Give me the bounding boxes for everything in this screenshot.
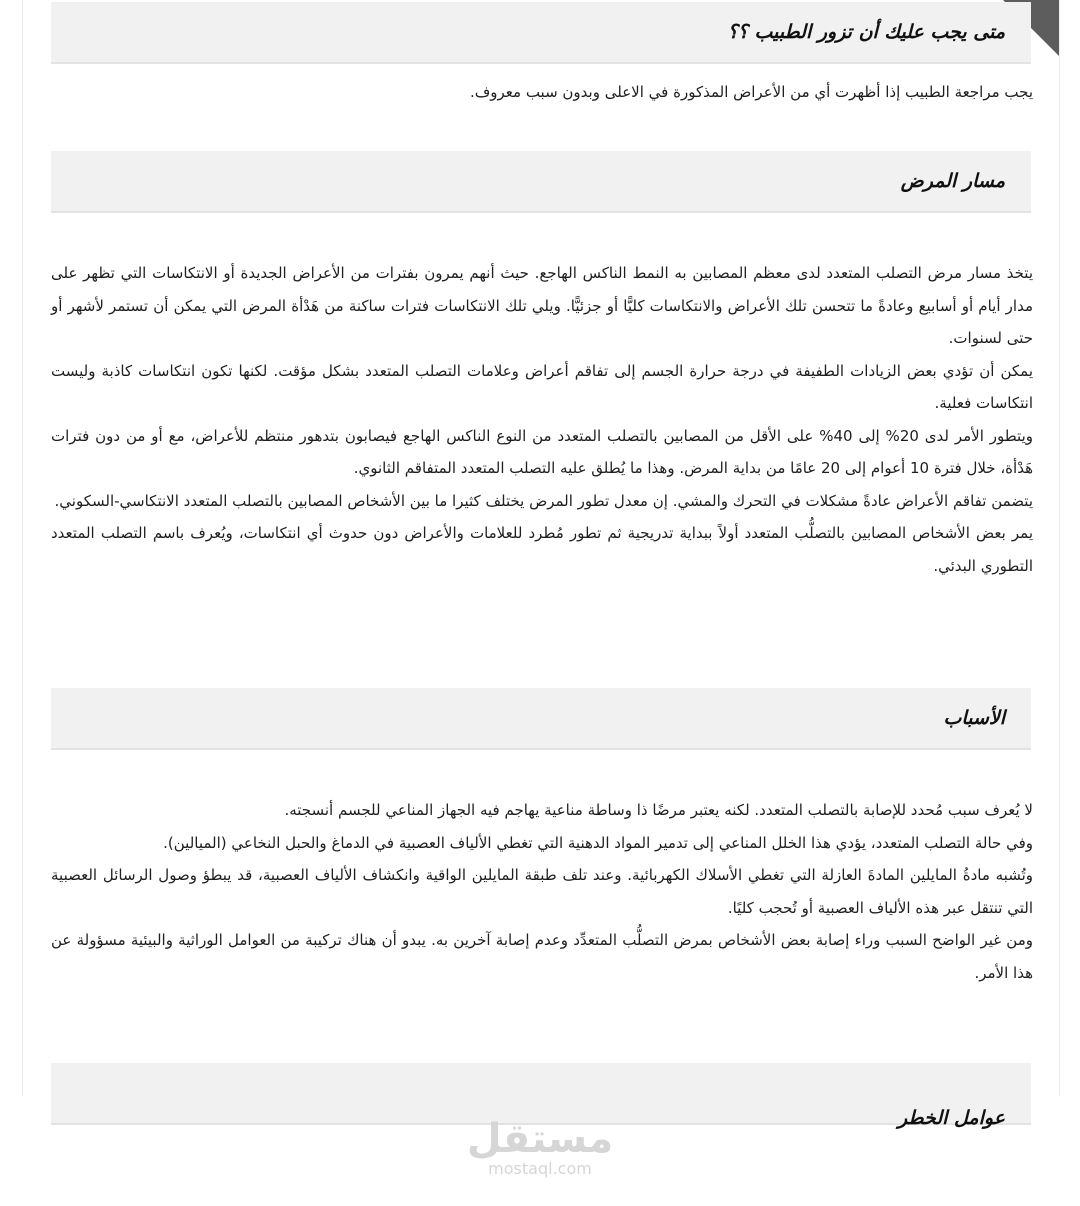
paragraph: يمر بعض الأشخاص المصابين بالتصلُّب المتعدد أولاً ببداية تدريجية ثم تطور مُطرد للعلامات والأعراض دون حدوث أي انتكاسات، ويُعرف باسم التصلب المتعدد التطوري البدئي. — [51, 524, 1033, 575]
section-body-causes — [51, 794, 1033, 989]
section-body-disease-course — [51, 257, 1033, 582]
paragraph: يتخذ مسار مرض التصلب المتعدد لدى معظم المصابين به النمط الناكس الهاجع. حيث أنهم يمرون بفترات من الأعراض الجديدة أو الانتكاسات التي تظهر على مدار أيام أو أسابيع وعادةً ما تتحسن تلك الأعراض والانتكاسات كليًّا أو جزئيًّا. ويلي تلك الانتكاسات فترات ساكنة من هَدْأة المرض التي يمكن أن تستمر لأشهر أو حتى لسنوات. — [51, 264, 1033, 347]
section-body-doctor-visit — [51, 76, 1033, 109]
paragraph: وتُشبه مادةُ المايلين المادةَ العازلة التي تغطي الأسلاك الكهربائية. وعند تلف طبقة المايلين الواقية وانكشاف الألياف العصبية، قد يبطؤ وصول الرسائل العصبية التي تنتقل عبر هذه الألياف العصبية أو تُحجب كليًا. — [51, 866, 1033, 917]
paragraph: ومن غير الواضح السبب وراء إصابة بعض الأشخاص بمرض التصلُّب المتعدِّد وعدم إصابة آخرين به. يبدو أن هناك تركيبة من العوامل الوراثية والبيئية مسؤولة عن هذا الأمر. — [51, 931, 1033, 982]
paragraph: يجب مراجعة الطبيب إذا أظهرت أي من الأعراض المذكورة في الاعلى وبدون سبب معروف. — [469, 83, 1033, 101]
mostaql-watermark — [0, 1118, 1080, 1178]
paragraph: يتضمن تفاقم الأعراض عادةً مشكلات في التحرك والمشي. إن معدل تطور المرض يختلف كثيرا ما بين الأشخاص المصابين بالتصلب المتعدد الانتكاسي-السكوني. — [54, 491, 1033, 510]
paragraph: ويتطور الأمر لدى 20% إلى 40% على الأقل من المصابين بالتصلب المتعدد من النوع الناكس الهاجع فيصابون بتدهور منتظم للأعراض، مع أو من دون فترات هَدْأة، خلال فترة 10 أعوام إلى 20 عامًا من بداية المرض. وهذا ما يُطلق عليه التصلب المتعدد المتفاقم الثانوي. — [51, 426, 1033, 477]
section-title: الأسباب — [943, 707, 1005, 729]
paragraph: وفي حالة التصلب المتعدد، يؤدي هذا الخلل المناعي إلى تدمير المواد الدهنية التي تغطي الألياف العصبية في الدماغ والحبل النخاعي (الميالين). — [163, 833, 1033, 852]
paragraph: يمكن أن تؤدي بعض الزيادات الطفيفة في درجة حرارة الجسم إلى تفاقم أعراض وعلامات التصلب المتعدد بشكل مؤقت. لكنها تكون انتكاسات كاذبة وليست انتكاسات فعلية. — [51, 361, 1033, 412]
mostaql-logo: مستقل — [466, 1116, 614, 1162]
section-title: متى يجب عليك أن تزور الطبيب ؟؟ — [727, 21, 1005, 43]
section-header-doctor-visit — [51, 2, 1031, 64]
section-title: عوامل الخطر — [897, 1107, 1005, 1129]
section-title: مسار المرض — [900, 170, 1005, 192]
mostaql-url: mostaql.com — [488, 1159, 592, 1178]
section-header-causes — [51, 688, 1031, 750]
section-header-disease-course — [51, 151, 1031, 213]
article-page — [22, 0, 1060, 1129]
paragraph: لا يُعرف سبب مُحدد للإصابة بالتصلب المتعدد. لكنه يعتبر مرضًا ذا وساطة مناعية يهاجم فيه الجهاز المناعي للجسم أنسجته. — [284, 801, 1033, 819]
